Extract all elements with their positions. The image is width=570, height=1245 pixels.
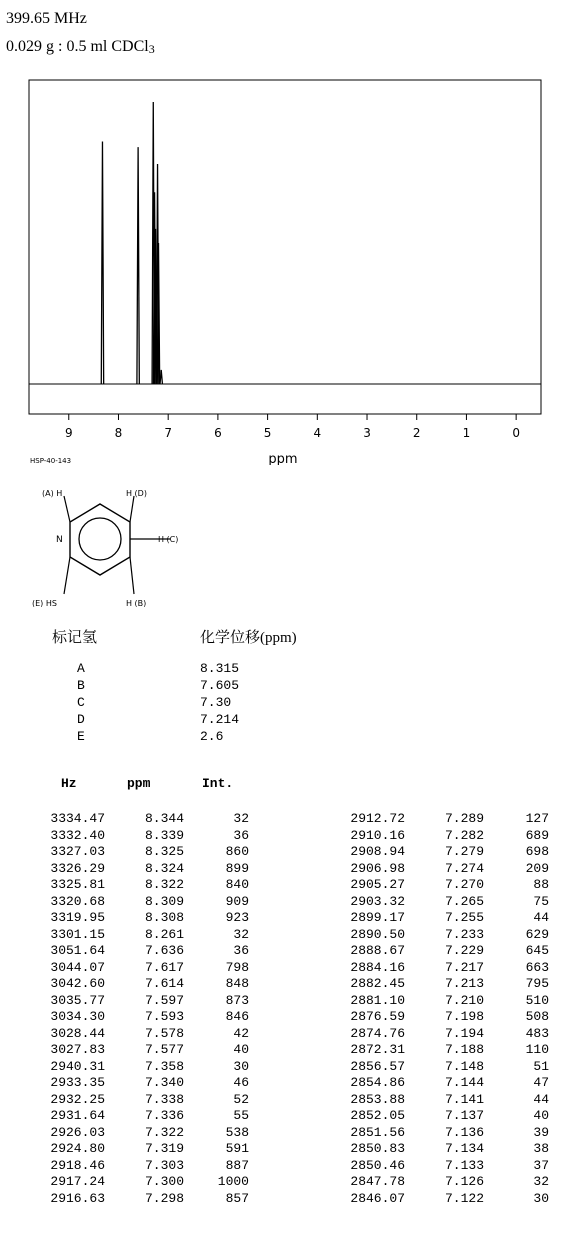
peak-ppm: 7.322 (144, 1124, 184, 1140)
assignment-label: A (77, 661, 85, 676)
assignment-shift: 7.214 (200, 712, 240, 727)
peak-table-row (0, 1058, 249, 1076)
peak-ppm: 7.133 (444, 1157, 484, 1173)
peak-int: 1000 (217, 1174, 249, 1189)
peak-ppm: 7.617 (144, 959, 184, 975)
peak-int: 40 (233, 1042, 249, 1057)
aromatic-circle (79, 518, 121, 560)
peak-hz: 2910.16 (350, 827, 405, 843)
peak-table-row (0, 1141, 249, 1158)
peak-hz: 3028.44 (50, 1025, 105, 1041)
peak-ppm: 8.339 (144, 827, 184, 843)
peak-col-int: Int. (202, 776, 234, 791)
peak-int: 46 (233, 1075, 249, 1090)
peak-int: 846 (225, 1009, 249, 1024)
peak-ppm: 7.340 (144, 1075, 184, 1090)
peak-table-row (290, 844, 549, 861)
peak-hz: 2916.63 (50, 1190, 105, 1206)
peak-ppm: 8.309 (144, 893, 184, 909)
peak-ppm: 7.265 (444, 893, 484, 909)
peak-int: 44 (533, 1091, 549, 1107)
x-axis-tick-label: 8 (114, 426, 123, 440)
peak-int: 30 (533, 1190, 549, 1206)
peak-hz: 3332.40 (50, 827, 105, 843)
peak-hz: 2882.45 (350, 976, 405, 991)
peak-ppm: 7.298 (144, 1190, 184, 1206)
peak-ppm: 7.289 (444, 811, 484, 826)
spectrum-peak (160, 370, 162, 384)
peak-int: 209 (525, 860, 549, 876)
assignment-label: E (77, 729, 85, 744)
assignment-label: D (77, 712, 85, 727)
assignment-shift: 8.315 (200, 661, 240, 676)
bond-d (130, 496, 134, 522)
peak-table-row (290, 1174, 549, 1191)
sample-header (6, 8, 155, 58)
peak-int: 127 (525, 811, 549, 826)
assignment-col-label: 标记氢 (52, 630, 98, 646)
peak-hz: 3320.68 (50, 893, 105, 909)
peak-hz: 2872.31 (350, 1042, 405, 1057)
peak-hz: 3319.95 (50, 910, 105, 925)
peak-int: 899 (225, 860, 249, 876)
peak-hz: 2932.25 (50, 1091, 105, 1107)
peak-int: 36 (233, 943, 249, 958)
peak-table-row (290, 976, 549, 993)
peak-ppm: 7.144 (444, 1075, 484, 1090)
x-axis-tick-label: 5 (263, 426, 272, 440)
solvent-subscript: 3 (148, 42, 155, 56)
peak-table-row (0, 1091, 249, 1109)
x-axis-tick-label: 6 (214, 426, 222, 440)
peak-table-row (0, 827, 249, 845)
peak-ppm: 7.198 (444, 1009, 484, 1024)
peak-hz: 2850.83 (350, 1141, 405, 1156)
peak-table-row (290, 893, 549, 911)
peak-table-row (290, 992, 549, 1010)
peak-table-row (0, 943, 249, 960)
label-h-c: H (C) (158, 535, 179, 544)
peak-hz: 2856.57 (350, 1058, 405, 1074)
peak-table-row (290, 1042, 549, 1059)
peak-table-row (290, 1058, 549, 1076)
peak-table-row (0, 1075, 249, 1092)
peak-table-row (290, 811, 549, 828)
peak-table-row (0, 1124, 249, 1142)
peak-hz: 3042.60 (50, 976, 105, 991)
peak-table-row (290, 1075, 549, 1092)
peak-int: 840 (225, 877, 249, 892)
peak-hz: 2846.07 (350, 1190, 405, 1206)
peak-hz: 3301.15 (50, 926, 105, 942)
peak-int: 38 (533, 1141, 549, 1156)
sample-concentration-text: 0.029 g : 0.5 ml CDCl (6, 38, 149, 55)
assignment-label: C (77, 695, 85, 710)
peak-table-row (0, 1009, 249, 1026)
peak-table-row (0, 976, 249, 993)
x-axis-tick-label: 1 (462, 426, 471, 440)
peak-table-row (290, 860, 549, 878)
peak-ppm: 7.282 (444, 827, 484, 843)
peak-ppm: 7.122 (444, 1190, 484, 1206)
bond-b (130, 557, 134, 594)
assignment-shift: 7.605 (200, 678, 240, 693)
peak-hz: 2884.16 (350, 959, 405, 975)
peak-int: 857 (225, 1190, 249, 1206)
peak-int: 795 (525, 976, 549, 991)
spectrum-peak (101, 141, 103, 384)
spectrometer-frequency: 399.65 MHz (6, 10, 87, 27)
peak-int: 510 (525, 992, 549, 1008)
peak-hz: 3035.77 (50, 992, 105, 1008)
peak-ppm: 8.261 (144, 926, 184, 942)
peak-table-row (0, 1174, 249, 1191)
peak-hz: 2917.24 (50, 1174, 105, 1189)
peak-ppm: 7.134 (444, 1141, 484, 1156)
peak-int: 873 (225, 992, 249, 1008)
peak-table-row (0, 910, 249, 927)
peak-hz: 2852.05 (350, 1108, 405, 1123)
x-axis-tick-label: 4 (313, 426, 322, 440)
peak-int: 42 (233, 1025, 249, 1041)
peak-ppm: 7.338 (144, 1091, 184, 1107)
peak-ppm: 7.577 (144, 1042, 184, 1057)
peak-table-row (0, 860, 249, 878)
peak-ppm: 7.137 (444, 1108, 484, 1123)
peak-int: 52 (233, 1091, 249, 1107)
peak-hz: 2931.64 (50, 1108, 105, 1123)
peak-ppm: 7.593 (144, 1009, 184, 1024)
peak-table-row (0, 877, 249, 894)
peak-table-row (0, 844, 249, 861)
peak-ppm: 7.614 (144, 976, 184, 991)
peak-table-row (0, 893, 249, 911)
peak-hz: 2918.46 (50, 1157, 105, 1173)
peak-int: 40 (533, 1108, 549, 1123)
peak-table-row (290, 1009, 549, 1026)
peak-hz: 2850.46 (350, 1157, 405, 1173)
peak-table-row (0, 926, 249, 944)
peak-int: 629 (525, 926, 549, 942)
peak-table-row (0, 1025, 249, 1043)
assignment-col-shift: 化学位移(ppm) (200, 630, 297, 646)
peak-hz: 2933.35 (50, 1075, 105, 1090)
peak-ppm: 7.636 (144, 943, 184, 958)
peak-int: 508 (525, 1009, 549, 1024)
peak-table-row (0, 1108, 249, 1125)
peak-hz: 3326.29 (50, 860, 105, 876)
peak-int: 51 (533, 1058, 549, 1074)
peak-int: 483 (525, 1025, 549, 1041)
peak-ppm: 7.141 (444, 1091, 484, 1107)
peak-int: 663 (525, 959, 549, 975)
x-axis-tick-label: 2 (412, 426, 421, 440)
peak-table-row (0, 959, 249, 977)
peak-hz: 3027.83 (50, 1042, 105, 1057)
peak-table-row (290, 926, 549, 944)
peak-table-row (0, 811, 249, 828)
x-axis-tick-label: 9 (64, 426, 73, 440)
peak-hz: 2912.72 (350, 811, 405, 826)
peak-ppm: 8.344 (144, 811, 184, 826)
peak-int: 37 (533, 1157, 549, 1173)
peak-hz: 2851.56 (350, 1124, 405, 1140)
peak-layer (29, 102, 541, 384)
peak-int: 887 (225, 1157, 249, 1173)
peak-hz: 2903.32 (350, 893, 405, 909)
peak-ppm: 7.194 (444, 1025, 484, 1041)
peak-hz: 2854.86 (350, 1075, 405, 1090)
label-h-b: H (B) (126, 599, 147, 607)
peak-int: 32 (233, 811, 249, 826)
peak-hz: 3325.81 (50, 877, 105, 892)
assignment-label: B (77, 678, 85, 693)
label-sh-e: (E) HS (32, 599, 57, 607)
peak-int: 591 (225, 1141, 249, 1156)
nmr-spectrum-chart (0, 70, 570, 465)
peak-table-row (290, 877, 549, 894)
peak-ppm: 7.255 (444, 910, 484, 925)
peak-ppm: 7.358 (144, 1058, 184, 1074)
peak-table-right (290, 811, 549, 1207)
x-axis-tick-label: 7 (164, 426, 173, 440)
peak-ppm: 7.136 (444, 1124, 484, 1140)
peak-hz: 2874.76 (350, 1025, 405, 1041)
peak-ppm: 7.274 (444, 860, 484, 876)
peak-col-ppm: ppm (127, 776, 151, 791)
peak-table-row (0, 1157, 249, 1175)
peak-ppm: 8.324 (144, 860, 184, 876)
peak-ppm: 8.322 (144, 877, 184, 892)
peak-int: 32 (533, 1174, 549, 1189)
peak-hz: 2847.78 (350, 1174, 405, 1189)
peak-int: 39 (533, 1124, 549, 1140)
peak-int: 75 (533, 893, 549, 909)
peak-ppm: 7.229 (444, 943, 484, 958)
peak-table-row (290, 959, 549, 977)
peak-int: 909 (225, 893, 249, 909)
peak-hz: 2881.10 (350, 992, 405, 1008)
peak-ppm: 7.148 (444, 1058, 484, 1074)
peak-table-row (290, 1091, 549, 1109)
peak-table-row (290, 910, 549, 927)
peak-hz: 2908.94 (350, 844, 405, 859)
peak-hz: 3034.30 (50, 1009, 105, 1024)
peak-table-row (290, 1025, 549, 1043)
peak-int: 88 (533, 877, 549, 892)
peak-int: 538 (225, 1124, 249, 1140)
x-axis-tick-label: 3 (363, 426, 371, 440)
plot-frame (29, 80, 541, 414)
peak-ppm: 7.126 (444, 1174, 484, 1189)
peak-int: 860 (225, 844, 249, 859)
x-axis-tick-label: 0 (512, 426, 520, 440)
peak-hz: 2899.17 (350, 910, 405, 925)
peak-table-row (290, 1108, 549, 1125)
peak-table-row (290, 943, 549, 960)
peak-hz: 3327.03 (50, 844, 105, 859)
peak-ppm: 7.217 (444, 959, 484, 975)
label-h-d: H (D) (126, 489, 147, 498)
bond-a (64, 496, 70, 522)
peak-ppm: 7.319 (144, 1141, 184, 1156)
peak-int: 44 (533, 910, 549, 925)
peak-table-row (0, 992, 249, 1010)
peak-int: 689 (525, 827, 549, 843)
peak-int: 798 (225, 959, 249, 975)
peak-ppm: 7.578 (144, 1025, 184, 1041)
peak-table-row (0, 1190, 249, 1208)
peak-hz: 3334.47 (50, 811, 105, 826)
sample-code: HSP-40-143 (30, 457, 72, 465)
peak-hz: 2890.50 (350, 926, 405, 942)
peak-ppm: 7.270 (444, 877, 484, 892)
peak-int: 55 (233, 1108, 249, 1123)
molecule-structure (30, 482, 200, 607)
peak-hz: 2924.80 (50, 1141, 105, 1156)
peak-ppm: 7.213 (444, 976, 484, 991)
peak-int: 923 (225, 910, 249, 925)
peak-hz: 2853.88 (350, 1091, 405, 1107)
peak-hz: 2876.59 (350, 1009, 405, 1024)
sample-concentration (6, 36, 155, 58)
peak-ppm: 7.300 (144, 1174, 184, 1189)
peak-ppm: 7.336 (144, 1108, 184, 1123)
peak-ppm: 8.325 (144, 844, 184, 859)
x-axis-ticks (65, 414, 520, 440)
label-ring-n: N (56, 535, 63, 545)
peak-table-row (290, 1124, 549, 1142)
peak-hz: 2926.03 (50, 1124, 105, 1140)
peak-hz: 2940.31 (50, 1058, 105, 1074)
peak-table-row (290, 1190, 549, 1208)
peak-ppm: 7.188 (444, 1042, 484, 1057)
spectrum-peak (137, 147, 139, 384)
peak-ppm: 7.210 (444, 992, 484, 1008)
peak-table-row (290, 1157, 549, 1175)
peak-int: 30 (233, 1058, 249, 1074)
peak-hz: 3044.07 (50, 959, 105, 975)
peak-hz: 2906.98 (350, 860, 405, 876)
peak-table-row (290, 1141, 549, 1158)
peak-ppm: 7.233 (444, 926, 484, 942)
label-h-a: (A) H (42, 489, 63, 498)
peak-table-row (290, 827, 549, 845)
peak-col-hz: Hz (61, 776, 77, 791)
bond-e (64, 557, 70, 594)
peak-int: 32 (233, 926, 249, 942)
peak-int: 645 (525, 943, 549, 958)
peak-hz: 2888.67 (350, 943, 405, 958)
peak-table-left (0, 811, 249, 1207)
assignment-shift: 2.6 (200, 729, 224, 744)
peak-int: 47 (533, 1075, 549, 1090)
peak-int: 36 (233, 827, 249, 843)
assignment-shift: 7.30 (200, 695, 232, 710)
x-axis-label: ppm (268, 452, 298, 465)
peak-int: 848 (225, 976, 249, 991)
peak-table-row (0, 1042, 249, 1059)
peak-ppm: 8.308 (144, 910, 184, 925)
peak-ppm: 7.303 (144, 1157, 184, 1173)
peak-ppm: 7.597 (144, 992, 184, 1008)
peak-hz: 2905.27 (350, 877, 405, 892)
peak-int: 110 (525, 1042, 549, 1057)
peak-ppm: 7.279 (444, 844, 484, 859)
peak-hz: 3051.64 (50, 943, 105, 958)
peak-int: 698 (525, 844, 549, 859)
